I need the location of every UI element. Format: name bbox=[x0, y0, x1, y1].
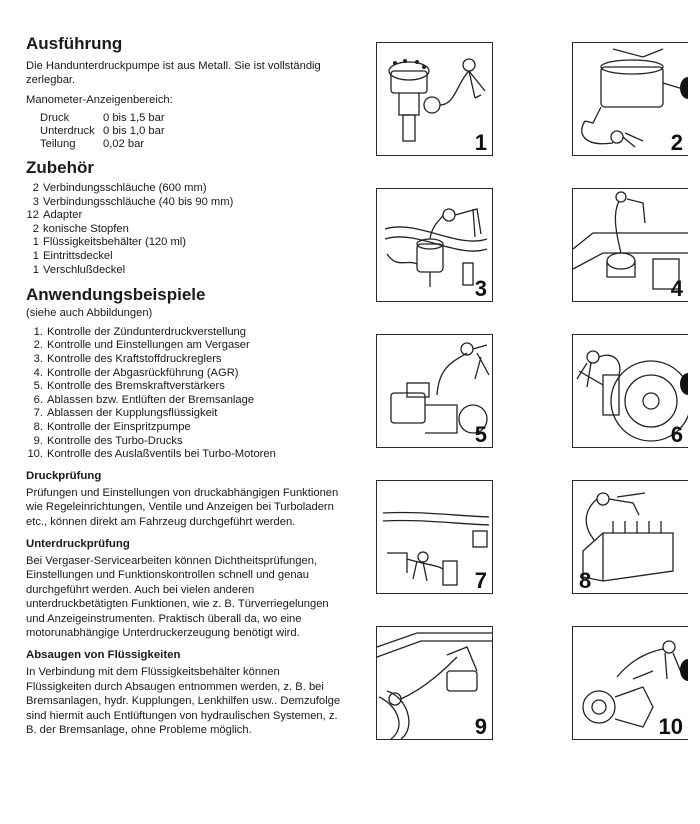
list-item bbox=[26, 407, 346, 421]
list-item bbox=[26, 236, 346, 250]
item-text: Verbindungsschläuche (600 mm) bbox=[43, 182, 207, 195]
list-item bbox=[26, 250, 346, 264]
figure-2-carburetor bbox=[572, 42, 688, 156]
item-text: Eintrittsdeckel bbox=[43, 250, 113, 263]
list-item bbox=[26, 380, 346, 394]
item-text: Kontrolle der Einspritzpumpe bbox=[47, 420, 191, 433]
list-item bbox=[26, 264, 346, 278]
list-item bbox=[26, 421, 346, 435]
qty: 12 bbox=[26, 209, 39, 222]
figure-label: 3 bbox=[474, 276, 487, 301]
list-item bbox=[26, 209, 346, 223]
intro-text: Die Handunterdruckpumpe ist aus Metall. Sie ist vollständig zerlegbar. bbox=[26, 59, 321, 86]
spec-key: Teilung bbox=[40, 137, 76, 150]
figure-1-distributor-test bbox=[376, 42, 493, 156]
text-column bbox=[26, 34, 346, 738]
heading-ausfuehrung: Ausführung bbox=[26, 34, 123, 53]
item-text: Ablassen der Kupplungsflüssigkeit bbox=[47, 407, 218, 420]
figure-label: 7 bbox=[474, 568, 487, 593]
item-number: 4. bbox=[33, 366, 43, 379]
item-number: 9. bbox=[33, 434, 43, 447]
figure-10-turbo-wastegate bbox=[572, 626, 688, 740]
figure-label: 10 bbox=[658, 714, 683, 739]
item-text: Verschlußdeckel bbox=[43, 263, 126, 276]
use-case-list bbox=[26, 326, 346, 462]
item-number: 1. bbox=[33, 325, 43, 338]
heading-zubehoer: Zubehör bbox=[26, 157, 94, 177]
figure-3-fuel-pressure-regulator bbox=[376, 188, 493, 302]
figure-7-clutch-fluid bbox=[376, 480, 493, 594]
item-text: Kontrolle und Einstellungen am Vergaser bbox=[47, 339, 250, 352]
item-text: Kontrolle der Zündunterdruckverstellung bbox=[47, 325, 246, 338]
list-item bbox=[26, 196, 346, 210]
heading-absaugen: Absaugen von Flüssigkeiten bbox=[26, 649, 181, 662]
unterdruckpruefung-text: Bei Vergaser-Servicearbeiten können Dichtheitsprüfungen, Einstellungen und Funktionskontrollen schnell und genau durchgeführt werden. Auch bei vielen anderen unterdruckbetätigten Funktionen, wie z. B. Türverriegelungen und Anzeigeinstrumenten. Praktisch überall da, wo eine motorunabhängige Unterdruckerzeugung benötigt wird. bbox=[26, 554, 329, 640]
item-number: 6. bbox=[33, 393, 43, 406]
list-item bbox=[26, 339, 346, 353]
qty: 1 bbox=[32, 263, 39, 276]
item-number: 10. bbox=[27, 448, 43, 461]
list-item bbox=[26, 394, 346, 408]
figure-label: 4 bbox=[670, 276, 683, 301]
figure-label: 9 bbox=[474, 714, 487, 739]
qty: 1 bbox=[32, 236, 39, 249]
spec-key: Unterdruck bbox=[40, 124, 95, 137]
heading-unterdruckpruefung: Unterdruckprüfung bbox=[26, 537, 130, 550]
list-item bbox=[26, 448, 346, 462]
item-text: Kontrolle des Bremskraftverstärkers bbox=[47, 380, 225, 393]
list-item bbox=[26, 223, 346, 237]
item-text: Flüssigkeitsbehälter (120 ml) bbox=[43, 236, 187, 249]
figure-label: 8 bbox=[579, 568, 592, 593]
list-item bbox=[26, 353, 346, 367]
item-text: Adapter bbox=[43, 209, 83, 222]
figure-5-brake-booster bbox=[376, 334, 493, 448]
item-text: Kontrolle des Turbo-Drucks bbox=[47, 434, 183, 447]
item-text: Kontrolle der Abgasrückführung (AGR) bbox=[47, 366, 239, 379]
qty: 2 bbox=[32, 182, 39, 195]
spec-value: 0,02 bar bbox=[103, 137, 145, 150]
figure-label: 6 bbox=[670, 422, 683, 447]
absaugen-text: In Verbindung mit dem Flüssigkeitsbehälter können Flüssigkeiten durch Absaugen entnommen werden, z. B. bei Bremsanlagen, hydr. Kupplungen, Lenkhilfen usw.. Demzufolge sind hiermit auch Entlüftungen von hydraulischen Systemen, z. B. der Bremsanlage, ohne Probleme möglich. bbox=[26, 666, 341, 737]
spec-key: Druck bbox=[40, 111, 70, 124]
item-text: Ablassen bzw. Entlüften der Bremsanlage bbox=[47, 393, 255, 406]
item-number: 8. bbox=[33, 420, 43, 433]
spec-value: 0 bis 1,5 bar bbox=[103, 111, 165, 124]
spec-table bbox=[40, 112, 346, 151]
list-item bbox=[26, 435, 346, 449]
subheading-anwendung: (siehe auch Abbildungen) bbox=[26, 306, 153, 319]
spec-row bbox=[40, 138, 346, 151]
spec-row bbox=[40, 125, 346, 138]
item-number: 5. bbox=[33, 380, 43, 393]
item-text: konische Stopfen bbox=[43, 222, 129, 235]
heading-anwendung: Anwendungsbeispiele bbox=[26, 285, 206, 305]
figure-label: 2 bbox=[670, 130, 683, 155]
figure-label: 5 bbox=[474, 422, 487, 447]
druckpruefung-text: Prüfungen und Einstellungen von druckabhängigen Funktionen wie Regeleinrichtungen, Ventile und Anzeigen bei Turboladern etc., können direkt am Fahrzeug durchgeführt werden. bbox=[26, 486, 339, 528]
accessory-list bbox=[26, 182, 346, 277]
list-item bbox=[26, 367, 346, 381]
figure-9-turbo-pressure bbox=[376, 626, 493, 740]
figure-8-injection-pump bbox=[572, 480, 688, 594]
item-number: 7. bbox=[33, 407, 43, 420]
figure-6-brake-bleed bbox=[572, 334, 688, 448]
list-item bbox=[26, 182, 346, 196]
list-item bbox=[26, 326, 346, 340]
item-text: Kontrolle des Auslaßventils bei Turbo-Motoren bbox=[47, 448, 276, 461]
item-number: 2. bbox=[33, 339, 43, 352]
figure-label: 1 bbox=[474, 130, 487, 155]
qty: 1 bbox=[32, 250, 39, 263]
spec-row bbox=[40, 112, 346, 125]
qty: 2 bbox=[32, 222, 39, 235]
figure-4-egr-valve bbox=[572, 188, 688, 302]
spec-value: 0 bis 1,0 bar bbox=[103, 124, 165, 137]
range-label: Manometer-Anzeigenbereich: bbox=[26, 93, 173, 106]
heading-druckpruefung: Druckprüfung bbox=[26, 469, 102, 482]
item-text: Verbindungsschläuche (40 bis 90 mm) bbox=[43, 195, 234, 208]
item-text: Kontrolle des Kraftstoffdruckreglers bbox=[47, 352, 222, 365]
qty: 3 bbox=[32, 195, 39, 208]
item-number: 3. bbox=[33, 352, 43, 365]
